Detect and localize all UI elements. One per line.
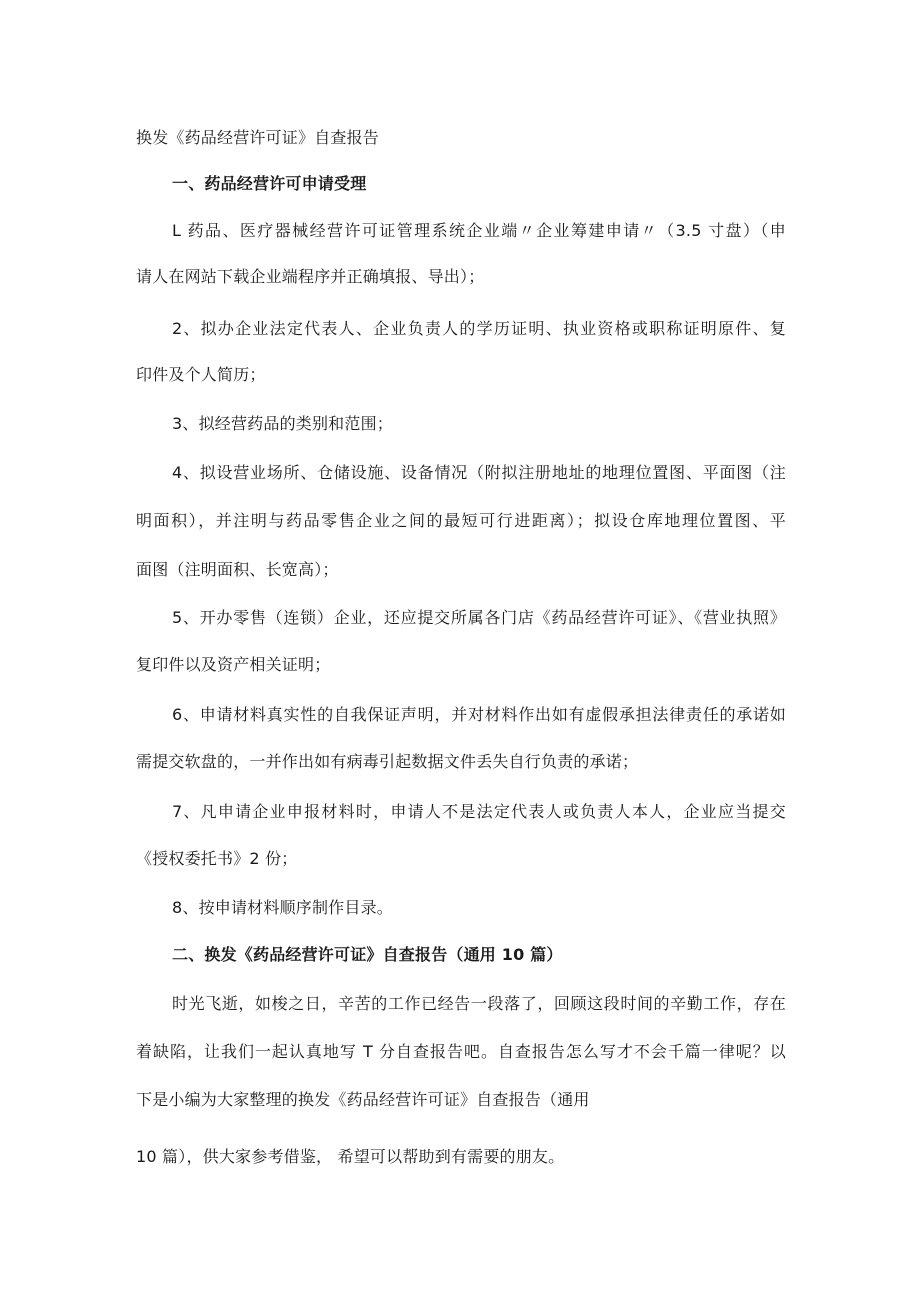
item-7-line-2: 《授权委托书》2 份；	[136, 849, 298, 868]
section-2-heading: 二、换发《药品经营许可证》自查报告（通用 10 篇）	[172, 945, 563, 964]
item-1-line-2: 请人在网站下载企业端程序并正确填报、导出）；	[136, 267, 485, 286]
intro-line-3: 下是小编为大家整理的换发《药品经营许可证》自查报告（通用	[136, 1090, 590, 1109]
item-6-line-2: 需提交软盘的，一并作出如有病毒引起数据文件丢失自行负责的承诺；	[136, 752, 639, 771]
item-5-line-2: 复印件以及资产相关证明；	[136, 655, 331, 674]
item-4-line-1: 4、拟设营业场所、仓储设施、设备情况（附拟注册地址的地理位置图、平面图（注	[172, 463, 786, 482]
item-7-line-1: 7、凡申请企业申报材料时，申请人不是法定代表人或负责人本人，企业应当提交	[172, 802, 786, 821]
intro-line-2: 着缺陷，让我们一起认真地写 T 分自查报告吧。自查报告怎么写才不会千篇一律呢？以	[136, 1042, 786, 1061]
item-6-line-1: 6、申请材料真实性的自我保证声明，并对材料作出如有虚假承担法律责任的承诺如	[172, 705, 786, 724]
item-1-line-1: L 药品、医疗器械经营许可证管理系统企业端〃企业筹建申请〃（3.5 寸盘）（申	[172, 221, 786, 240]
item-5-line-1: 5、开办零售（连锁）企业，还应提交所属各门店《药品经营许可证》、《营业执照》	[172, 608, 786, 627]
item-4-line-2: 明面积），并注明与药品零售企业之间的最短可行进距离）；拟设仓库地理位置图、平	[136, 511, 786, 530]
item-8-line-1: 8、按申请材料顺序制作目录。	[172, 898, 393, 917]
item-2-line-1: 2、拟办企业法定代表人、企业负责人的学历证明、执业资格或职称证明原件、复	[172, 319, 786, 338]
intro-line-1: 时光飞逝，如梭之日，辛苦的工作已经告一段落了，回顾这段时间的辛勤工作，存在	[172, 994, 786, 1013]
item-2-line-2: 印件及个人简历；	[136, 365, 266, 384]
document-title: 换发《药品经营许可证》自查报告	[136, 128, 380, 147]
section-1-heading: 一、药品经营许可申请受理	[172, 174, 367, 193]
item-3-line-1: 3、拟经营药品的类别和范围；	[172, 414, 393, 433]
item-4-line-3: 面图（注明面积、长宽高）；	[136, 560, 339, 579]
intro-line-4: 10 篇），供大家参考借鉴， 希望可以帮助到有需要的朋友。	[136, 1147, 565, 1166]
